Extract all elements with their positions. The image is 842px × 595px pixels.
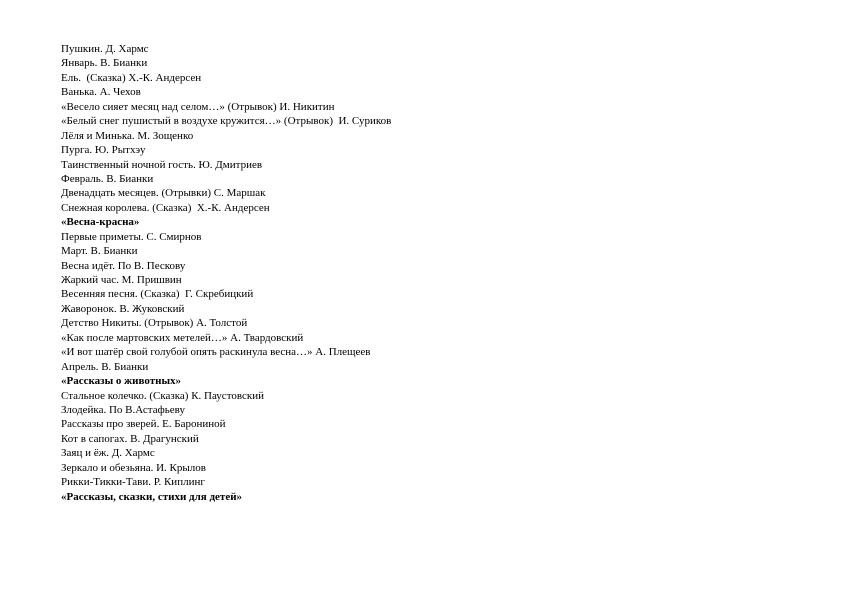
list-item: Весна идёт. По В. Пескову [61, 259, 186, 272]
list-item: Пушкин. Д. Хармс [61, 43, 149, 55]
list-item: Злодейка. По В.Астафьеву [61, 403, 185, 416]
list-item: Февраль. В. Бианки [61, 172, 154, 185]
reading-list [61, 42, 391, 504]
list-item: Рикки-Тикки-Тави. Р. Киплинг [61, 476, 205, 489]
list-item: Апрель. В. Бианки [61, 360, 149, 373]
list-item: Пурга. Ю. Рытхэу [61, 144, 146, 157]
list-item: Снежная королева. (Сказка) Х.-К. Андерсен [61, 201, 270, 214]
list-item: Детство Никиты. (Отрывок) А. Толстой [61, 317, 248, 330]
list-item: «Белый снег пушистый в воздухе кружится…» (Отрывок) И. Суриков [61, 115, 392, 128]
list-item: Стальное колечко. (Сказка) К. Паустовский [61, 389, 264, 402]
list-item: Жаркий час. М. Пришвин [61, 274, 182, 286]
list-item: «Весело сияет месяц над селом…» (Отрывок) И. Никитин [61, 100, 335, 113]
section-heading: «Весна-красна» [61, 216, 140, 229]
list-item: «И вот шатёр свой голубой опять раскинула весна…» А. Плещеев [61, 346, 371, 359]
list-item: Зеркало и обезьяна. И. Крылов [61, 461, 206, 474]
list-item: Ель. (Сказка) Х.-К. Андерсен [61, 71, 202, 84]
list-item: Рассказы про зверей. Е. Барониной [61, 418, 226, 431]
list-item: «Как после мартовских метелей…» А. Твардовский [61, 331, 304, 344]
list-item: Первые приметы. С. Смирнов [61, 230, 202, 243]
list-item: Январь. В. Бианки [61, 57, 148, 70]
list-item: Жаворонок. В. Жуковский [61, 302, 185, 315]
list-item: Весенняя песня. (Сказка) Г. Скребицкий [61, 288, 254, 301]
section-heading: «Рассказы о животных» [61, 375, 182, 388]
section-heading: «Рассказы, сказки, стихи для детей» [61, 490, 243, 503]
list-item: Таинственный ночной гость. Ю. Дмитриев [61, 158, 263, 171]
list-item: Заяц и ёж. Д. Хармс [61, 447, 155, 460]
list-item: Двенадцать месяцев. (Отрывки) С. Маршак [61, 187, 266, 200]
list-item: Лёля и Минька. М. Зощенко [61, 129, 194, 142]
list-item: Март. В. Бианки [61, 245, 138, 258]
list-item: Ванька. А. Чехов [61, 86, 141, 99]
list-item: Кот в сапогах. В. Драгунский [61, 432, 199, 445]
